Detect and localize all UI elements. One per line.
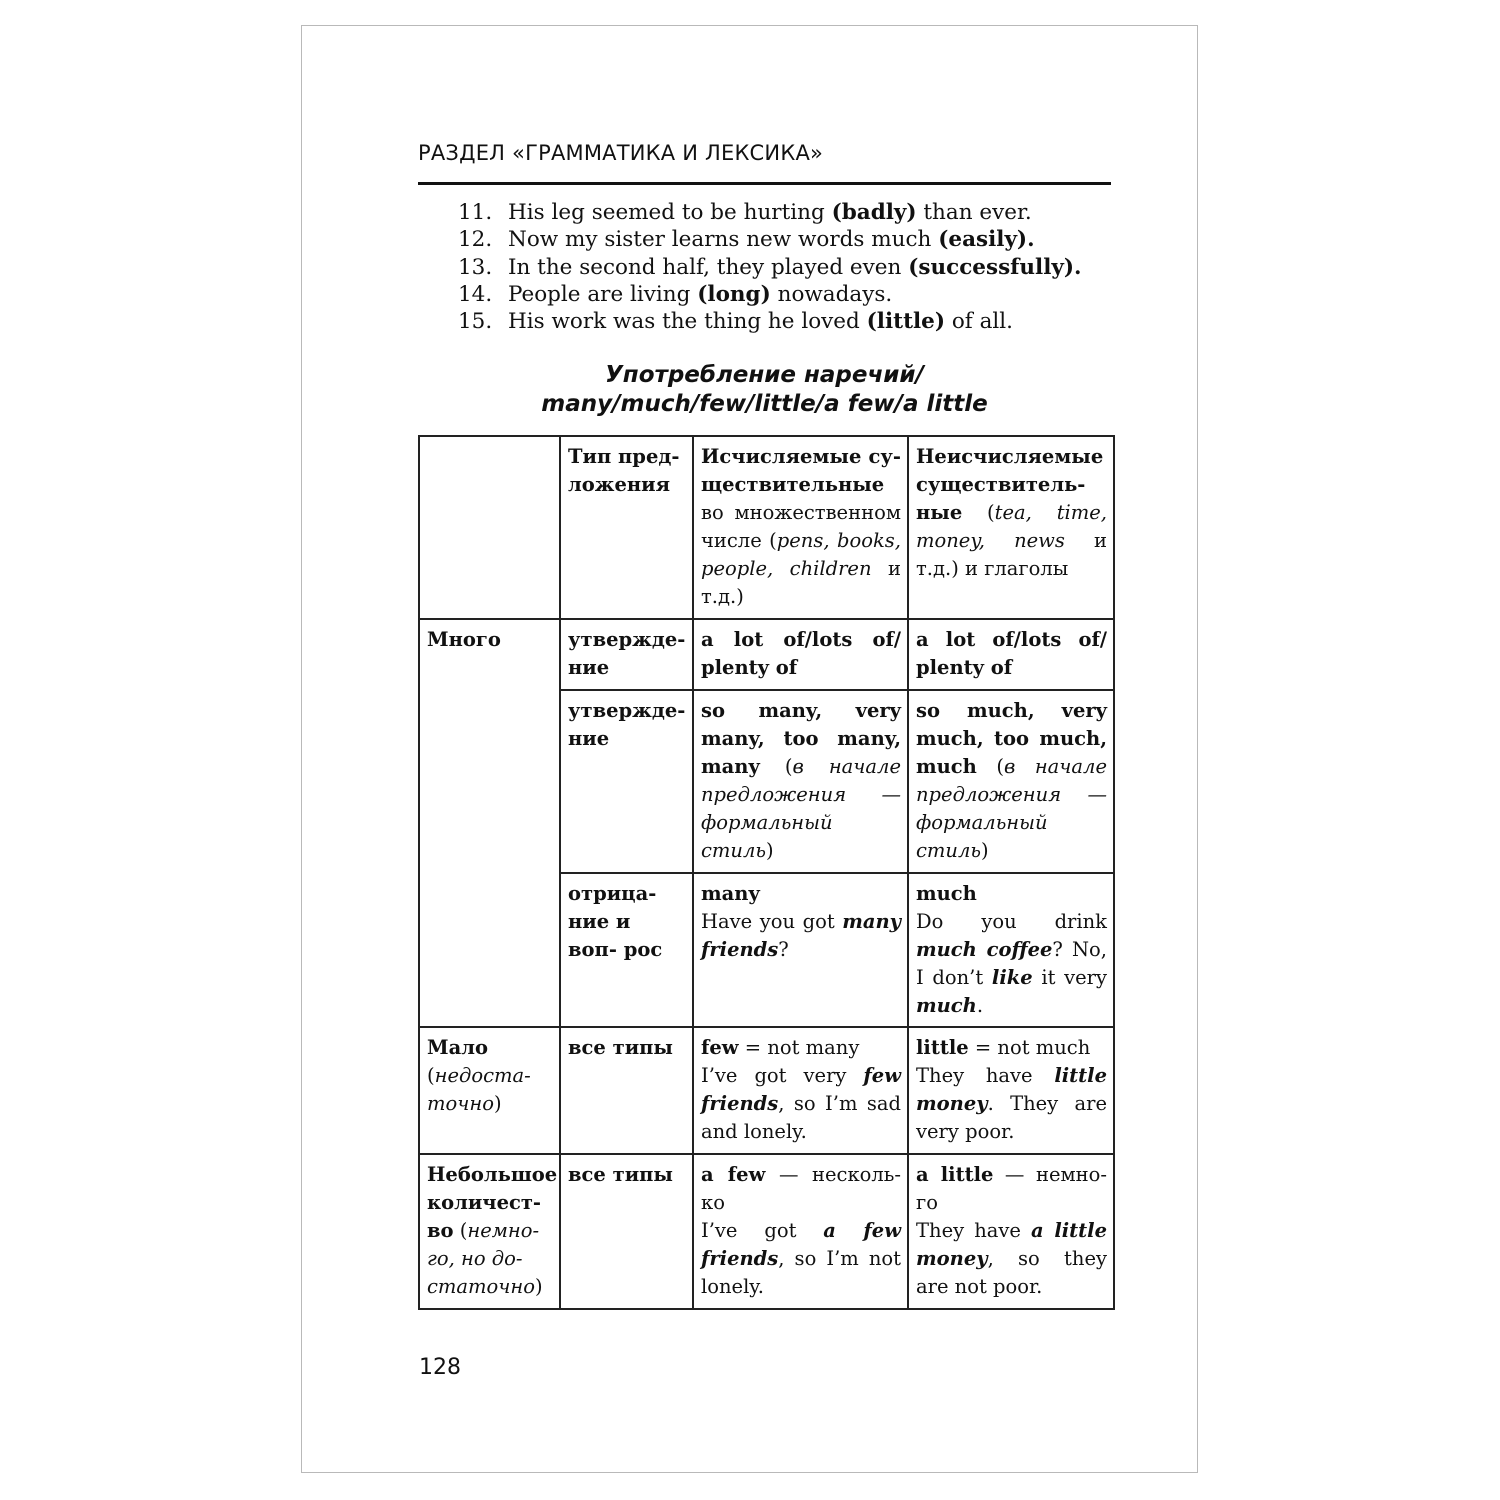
exercise-keyword: (long) — [697, 281, 771, 307]
paren: ( — [976, 755, 1004, 778]
exercise-number: 14. — [458, 281, 493, 307]
table-cell-corner — [419, 436, 560, 619]
usage-note: в начале предложения — формальный стиль — [916, 755, 1108, 862]
section-title — [418, 361, 1111, 419]
countable-word: few — [701, 1036, 739, 1059]
uncountable-cell — [908, 873, 1114, 1027]
exercise-text: nowadays. — [770, 281, 893, 307]
paren: ) — [493, 1092, 502, 1115]
example-keyword: much — [916, 994, 977, 1017]
row-label-note: немно- го, но до- статочно — [427, 1219, 540, 1298]
example-text: They have — [916, 1064, 1055, 1087]
example-text: I’ve got — [701, 1219, 824, 1242]
header-rule — [418, 182, 1111, 185]
example-text: I’ve got very — [701, 1064, 864, 1087]
example-text: Do you drink — [916, 910, 1107, 933]
exercise-keyword: (badly) — [831, 200, 917, 225]
example-keyword: a little money — [916, 1219, 1107, 1270]
example-text: ? — [778, 938, 789, 961]
header-countable-title: Исчисляемые су- ществительные — [701, 445, 901, 496]
example-text: . — [976, 994, 984, 1017]
exercise-item — [458, 226, 1082, 253]
exercise-item — [458, 281, 1082, 308]
countable-words: so many, very many, too many, many — [701, 699, 901, 778]
section-title-line1: Употребление наречий/ — [605, 362, 924, 388]
sentence-type-cell: все типы — [560, 1027, 693, 1154]
header-countable-text: и т.д.) — [701, 557, 901, 608]
exercise-number: 15. — [458, 309, 493, 335]
example-text: , so they are not poor. — [916, 1247, 1107, 1298]
row-label-mnogo: Много — [419, 619, 560, 1027]
definition: — несколь- ко — [701, 1163, 901, 1214]
paren: ( — [427, 1064, 435, 1087]
sentence-type-cell: утвержде- ние — [560, 619, 693, 690]
header-uncountable-text: ( — [962, 501, 995, 524]
countable-cell — [693, 1027, 908, 1154]
example-keyword: like — [991, 966, 1033, 989]
page-number: 128 — [419, 1355, 461, 1380]
table-row-nebolshoe — [419, 1154, 1114, 1309]
uncountable-word: little — [916, 1036, 969, 1059]
paren: ) — [534, 1275, 543, 1298]
uncountable-cell — [908, 1027, 1114, 1154]
countable-cell: a lot of/lots of/ plenty of — [693, 619, 908, 690]
countable-cell — [693, 690, 908, 873]
example-keyword: few friends — [701, 1064, 901, 1115]
example-text: . They are very poor. — [916, 1092, 1107, 1143]
sentence-type-cell: все типы — [560, 1154, 693, 1309]
sentence-type-cell: отрица- ние и воп- рос — [560, 873, 693, 1027]
table-row-malo — [419, 1027, 1114, 1154]
example-keyword: little money — [916, 1064, 1107, 1115]
exercise-text: than ever. — [916, 200, 1032, 225]
exercise-item — [458, 254, 1082, 281]
exercise-number: 13. — [458, 254, 493, 280]
usage-note: в начале предложения — формальный стиль — [701, 755, 902, 862]
countable-cell — [693, 1154, 908, 1309]
exercise-keyword: (little) — [866, 309, 946, 335]
table-row-mnogo-1 — [419, 619, 1114, 690]
row-label-bold: Небольшое количест- во — [427, 1163, 558, 1242]
uncountable-word: much — [916, 882, 977, 905]
paren: ( — [453, 1219, 468, 1242]
definition: = not much — [968, 1036, 1091, 1059]
exercise-item — [458, 308, 1082, 335]
example-text: , so I’m not lonely. — [701, 1247, 901, 1298]
running-head: РАЗДЕЛ «ГРАММАТИКА И ЛЕКСИКА» — [418, 141, 824, 165]
example-text: , so I’m sad and lonely. — [701, 1092, 901, 1143]
exercise-text: In the second half, they played even — [508, 254, 909, 280]
header-countable-text: во множественном числе ( — [701, 501, 901, 552]
header-countable — [693, 436, 908, 619]
header-sentence-type: Тип пред- ложения — [560, 436, 693, 619]
sentence-type-cell: утвержде- ние — [560, 690, 693, 873]
header-uncountable-title: Неисчисляемые существитель- ные — [916, 445, 1104, 524]
exercise-number: 12. — [458, 227, 493, 253]
header-uncountable-examples: tea, time, money, news — [916, 501, 1107, 552]
example-text: ? No, I don’t — [916, 938, 1107, 989]
row-label-malo — [419, 1027, 560, 1154]
uncountable-word: a little — [916, 1163, 994, 1186]
uncountable-cell: a lot of/lots of/ plenty of — [908, 619, 1114, 690]
countable-word: a few — [701, 1163, 766, 1186]
section-title-line2: many/much/few/little/a few/a little — [541, 391, 988, 417]
paren: ( — [759, 755, 793, 778]
example-text: They have — [916, 1219, 1032, 1242]
example-keyword: a few friends — [701, 1219, 901, 1270]
header-uncountable-text: и т.д.) и глаголы — [916, 529, 1107, 580]
definition: — немно- го — [916, 1163, 1107, 1214]
uncountable-cell — [908, 1154, 1114, 1309]
definition: = not many — [738, 1036, 860, 1059]
row-label-note: недоста- точно — [427, 1064, 531, 1115]
uncountable-words: so much, very much, too much, much — [916, 699, 1107, 778]
exercise-text: People are living — [508, 281, 698, 307]
exercise-text: His leg seemed to be hurting — [508, 200, 832, 225]
exercise-keyword: (easily). — [938, 227, 1035, 253]
row-label-bold: Мало — [427, 1036, 488, 1059]
exercise-text: His work was the thing he loved — [508, 309, 867, 335]
countable-word: many — [701, 882, 760, 905]
example-text: it very — [1032, 966, 1107, 989]
uncountable-cell — [908, 690, 1114, 873]
example-text: Have you got — [701, 910, 843, 933]
paren: ) — [981, 839, 989, 862]
exercise-list — [458, 199, 1082, 335]
exercise-number: 11. — [458, 200, 493, 225]
exercise-text: of all. — [945, 309, 1013, 335]
header-countable-examples: pens, books, people, children — [701, 529, 901, 580]
row-label-nebolshoe — [419, 1154, 560, 1309]
exercise-text: Now my sister learns new words much — [508, 227, 939, 253]
exercise-item — [458, 199, 1082, 226]
header-uncountable — [908, 436, 1114, 619]
grammar-table — [418, 435, 1115, 1310]
exercise-keyword: (successfully). — [908, 254, 1082, 280]
countable-cell — [693, 873, 908, 1027]
example-keyword: many friends — [701, 910, 901, 961]
paren: ) — [766, 839, 774, 862]
table-row-header — [419, 436, 1114, 619]
example-keyword: much coffee — [916, 938, 1053, 961]
